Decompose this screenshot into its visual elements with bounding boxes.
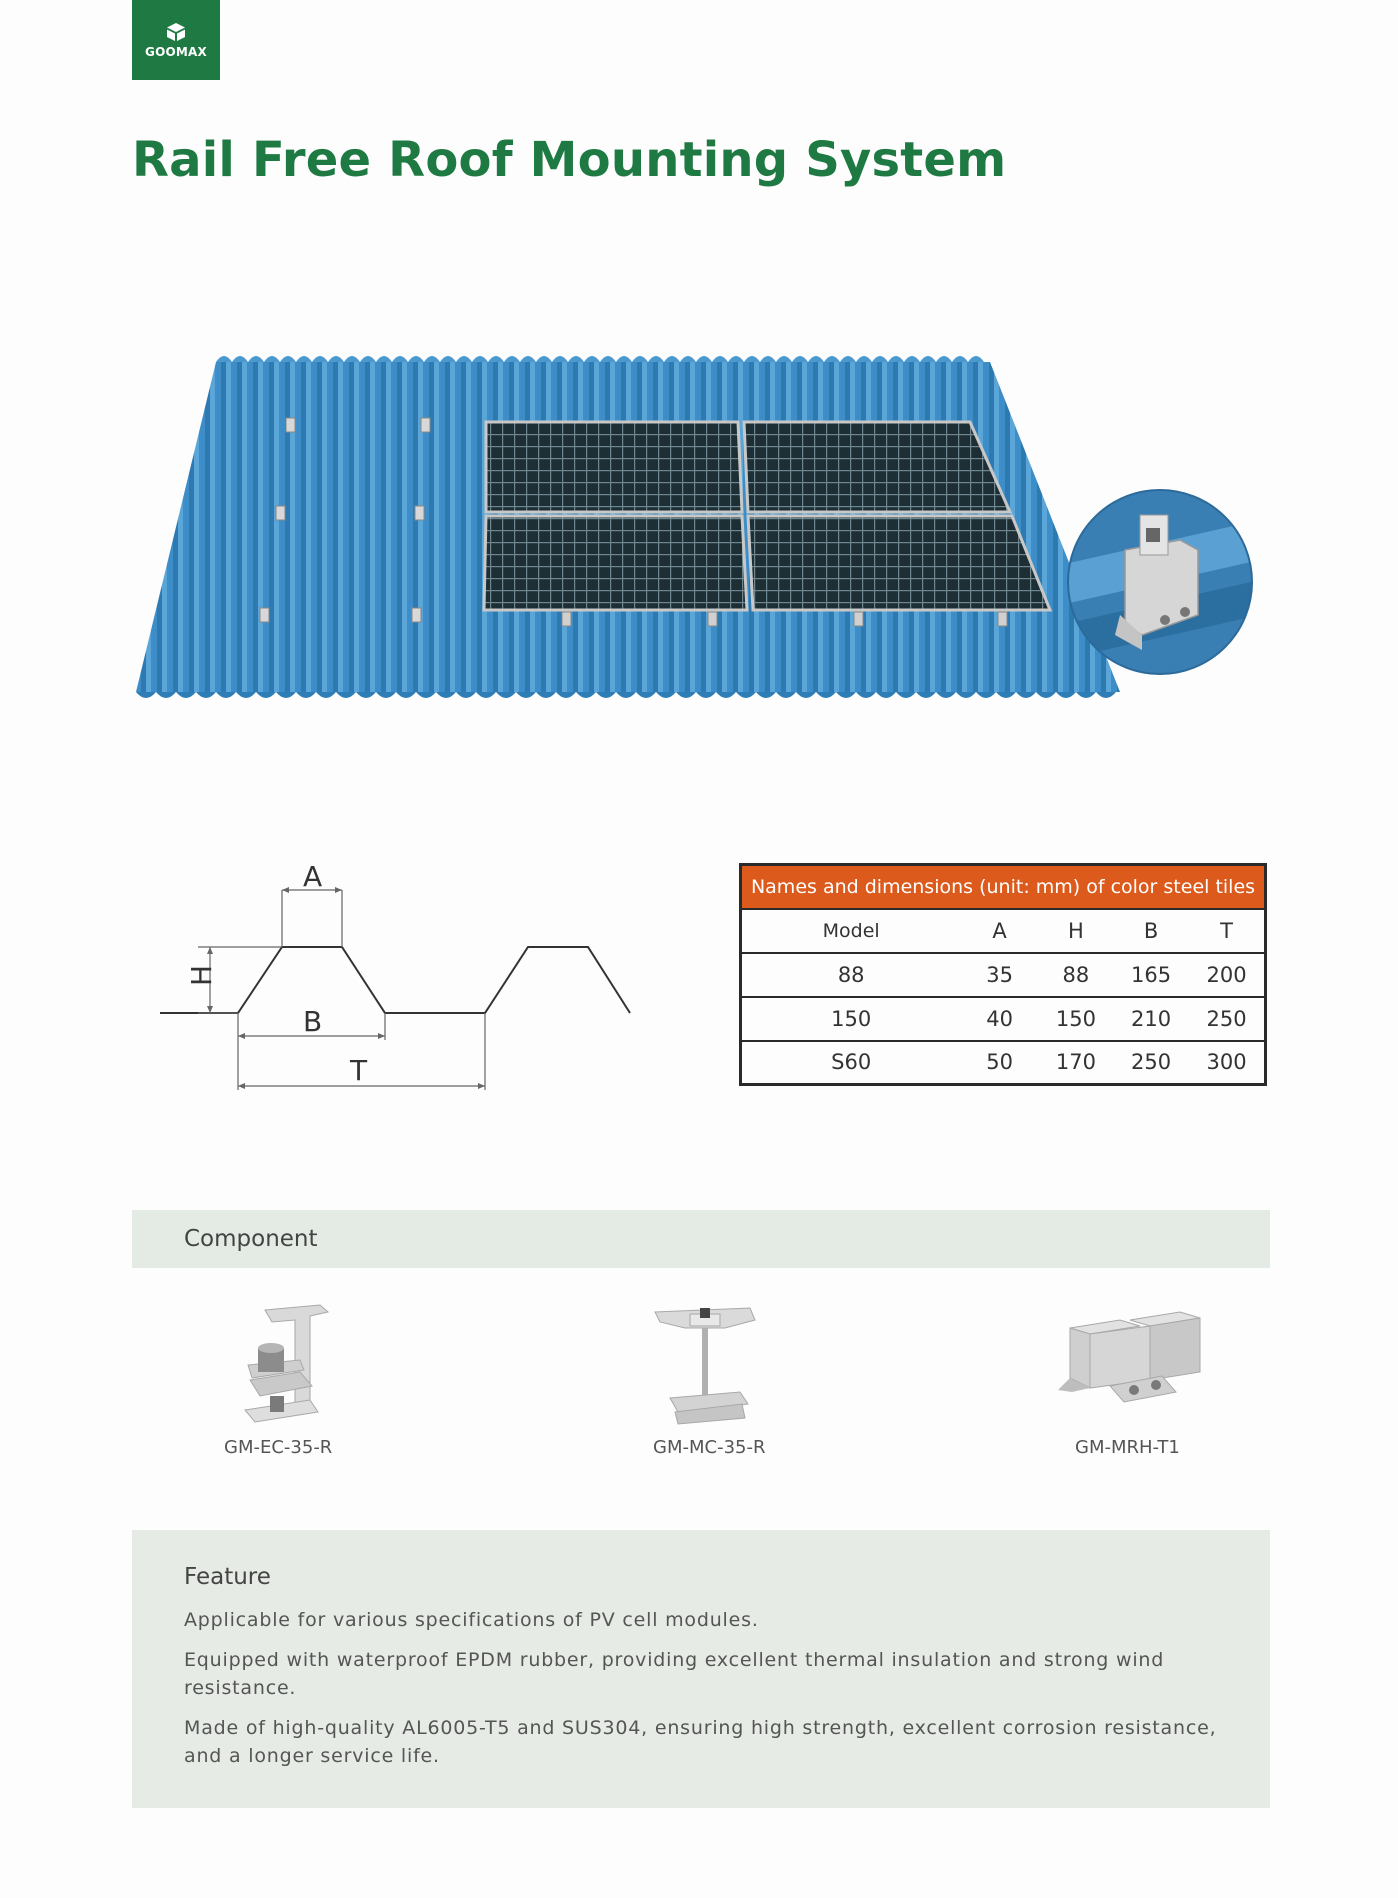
table-cell: 150 <box>1039 997 1113 1041</box>
dimension-label-a: A <box>303 860 323 893</box>
component-section-header <box>132 1210 1270 1268</box>
table-cell: 150 <box>741 997 961 1041</box>
feature-item: Applicable for various specifications of PV cell modules. <box>184 1609 759 1631</box>
table-row <box>741 1041 1266 1085</box>
component-item <box>200 1300 400 1460</box>
component-label: GM-MRH-T1 <box>1075 1437 1180 1458</box>
table-row <box>741 953 1266 997</box>
component-item <box>1050 1300 1250 1460</box>
mid-clamp-icon <box>630 1300 830 1440</box>
column-header: B <box>1113 909 1189 953</box>
table-header-row <box>741 909 1266 953</box>
table-cell: 170 <box>1039 1041 1113 1085</box>
column-header: T <box>1189 909 1265 953</box>
end-clamp-icon <box>200 1300 400 1440</box>
table-caption: Names and dimensions (unit: mm) of color steel tiles <box>750 875 1256 898</box>
feature-section <box>132 1530 1270 1808</box>
column-header: A <box>960 909 1039 953</box>
component-item <box>630 1300 830 1460</box>
feature-list <box>184 1606 1234 1782</box>
dimension-label-b: B <box>303 1005 323 1038</box>
mini-rail-icon <box>1050 1300 1250 1440</box>
table-cell: 300 <box>1189 1041 1265 1085</box>
solar-panels <box>484 422 1050 610</box>
table-caption-row <box>741 865 1266 909</box>
component-label: GM-MC-35-R <box>653 1437 766 1458</box>
component-title: Component <box>184 1226 318 1252</box>
table-cell: 250 <box>1113 1041 1189 1085</box>
table-row <box>741 997 1266 1041</box>
table-cell: 40 <box>960 997 1039 1041</box>
page-title: Rail Free Roof Mounting System <box>132 132 1007 188</box>
cube-logo-icon <box>165 22 187 42</box>
table-cell: 200 <box>1189 953 1265 997</box>
roof-illustration <box>130 350 1260 710</box>
table-cell: 88 <box>741 953 961 997</box>
column-header: Model <box>741 909 961 953</box>
feature-item: Equipped with waterproof EPDM rubber, providing excellent thermal insulation and strong wind resistance. <box>184 1649 1165 1699</box>
component-label: GM-EC-35-R <box>224 1437 333 1458</box>
dimension-table <box>739 863 1267 1086</box>
table-cell: 88 <box>1039 953 1113 997</box>
table-cell: 210 <box>1113 997 1189 1041</box>
brand-logo <box>132 0 220 80</box>
table-cell: 165 <box>1113 953 1189 997</box>
dimension-label-h: H <box>185 964 218 986</box>
table-cell: 50 <box>960 1041 1039 1085</box>
column-header: H <box>1039 909 1113 953</box>
feature-title: Feature <box>184 1564 271 1590</box>
brand-name: GOOMAX <box>145 44 207 59</box>
table-cell: S60 <box>741 1041 961 1085</box>
table-cell: 35 <box>960 953 1039 997</box>
feature-item: Made of high-quality AL6005-T5 and SUS304, ensuring high strength, excellent corrosion resistance, and a longer service life. <box>184 1717 1217 1767</box>
table-cell: 250 <box>1189 997 1265 1041</box>
tile-profile-diagram <box>155 850 655 1100</box>
dimension-label-t: T <box>350 1054 368 1087</box>
